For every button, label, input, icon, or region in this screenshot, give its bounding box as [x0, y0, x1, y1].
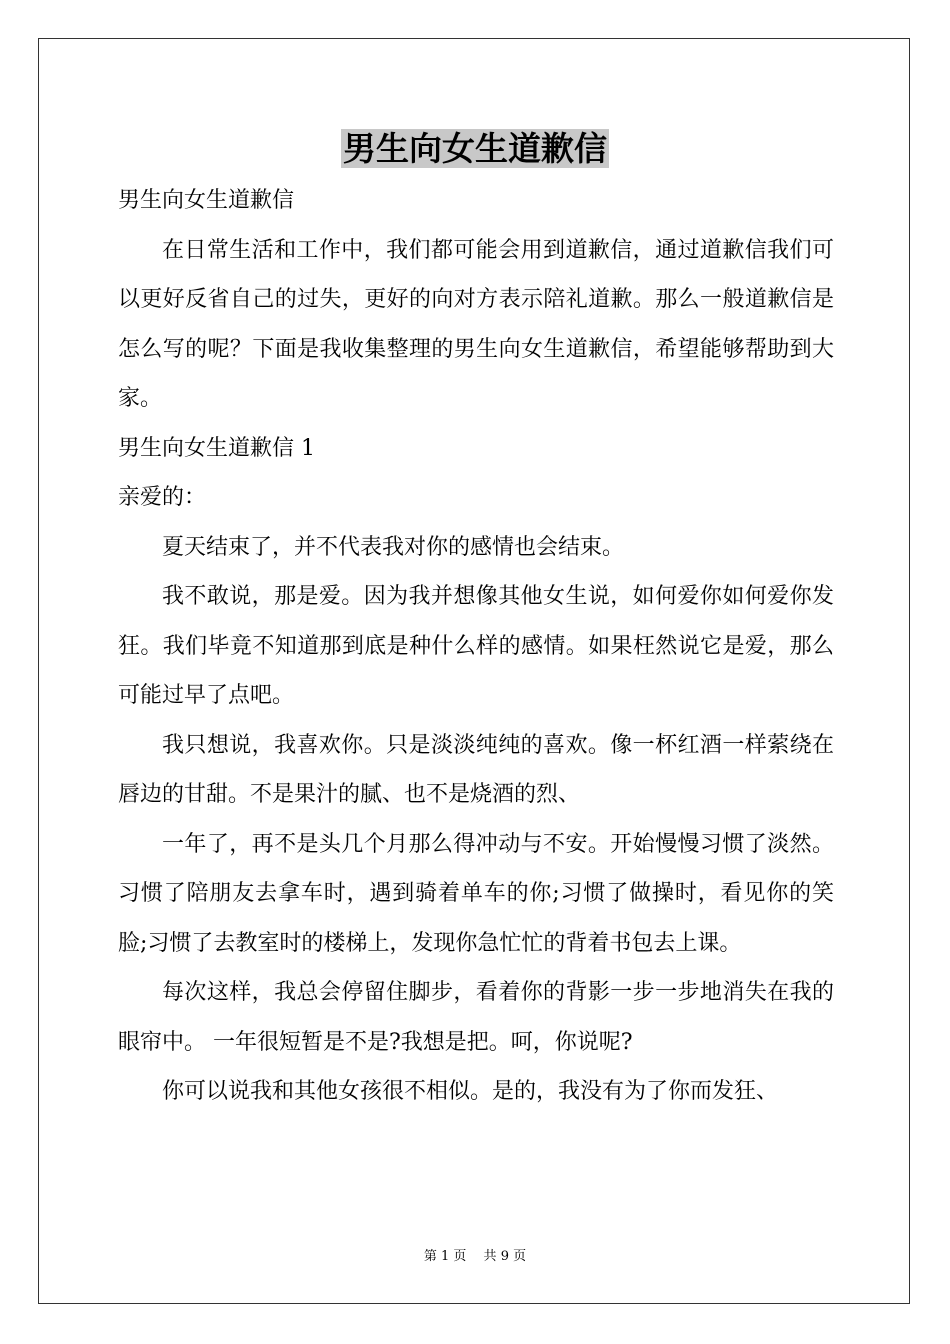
paragraph-body: 每次这样，我总会停留住脚步，看着你的背影一步一步地消失在我的眼帘中。 一年很短暂是不是?我想是把。呵，你说呢? — [118, 980, 834, 1055]
paragraph-body: 我不敢说，那是爱。因为我并想像其他女生说，如何爱你如何爱你发狂。我们毕竟不知道那到底是种什么样的感情。如果枉然说它是爱，那么可能过早了点吧。 — [118, 584, 834, 708]
page-footer: 第 1 页 共 9 页 — [423, 1249, 527, 1264]
paragraph-body: 夏天结束了，并不代表我对你的感情也会结束。 — [162, 534, 625, 560]
paragraph-letter-heading: 男生向女生道歉信 1 — [118, 435, 315, 461]
paragraph-body: 一年了，再不是头几个月那么得冲动与不安。开始慢慢习惯了淡然。习惯了陪朋友去拿车时，遇到骑着单车的你;习惯了做操时，看见你的笑脸;习惯了去教室时的楼梯上，发现你急忙忙的背着书包去上课。 — [118, 831, 834, 956]
document-title — [0, 126, 950, 172]
paragraph-subtitle: 男生向女生道歉信 — [118, 188, 295, 213]
paragraph-body: 你可以说我和其他女孩很不相似。是的，我没有为了你而发狂、 — [162, 1079, 779, 1104]
paragraph-salutation: 亲爱的： — [118, 485, 207, 510]
document-body — [118, 176, 834, 1117]
paragraph-body: 我只想说，我喜欢你。只是淡淡纯纯的喜欢。像一杯红酒一样萦绕在唇边的甘甜。不是果汁的腻、也不是烧酒的烈、 — [118, 732, 834, 807]
paragraph-intro: 在日常生活和工作中，我们都可能会用到道歉信，通过道歉信我们可以更好反省自己的过失，更好的向对方表示陪礼道歉。那么一般道歉信是怎么写的呢？下面是我收集整理的男生向女生道歉信，希望能够帮助到大家。 — [118, 237, 834, 411]
document-title-text: 男生向女生道歉信 — [343, 129, 607, 168]
